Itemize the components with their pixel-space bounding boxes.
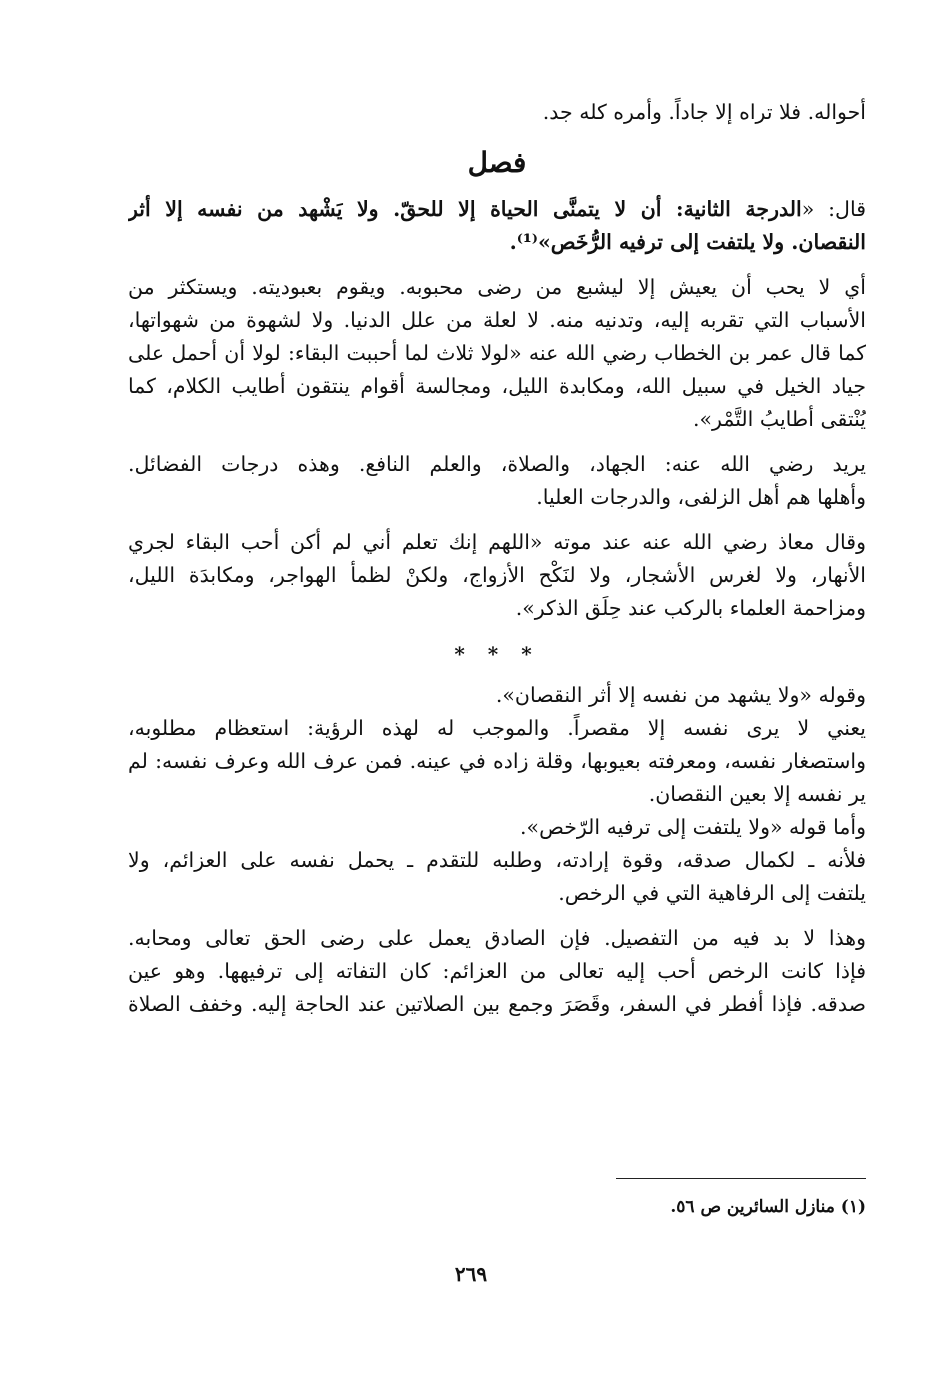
section-heading: فصل [467, 146, 527, 179]
paragraph-line: فإذا كانت الرخص أحب إليه تعالى من العزائم: كان التفاته إلى ترفيهها. وهو عين [128, 959, 866, 983]
paragraph-line: يلتفت إلى الرفاهية التي في الرخص. [558, 881, 866, 905]
paragraph-line: صدقه. فإذا أفطر في السفر، وقَصَرَ وجمع بين الصلاتين عند الحاجة إليه. وخفف الصلاة [128, 992, 866, 1016]
paragraph-1 [128, 271, 866, 436]
quote-line-1 [128, 193, 866, 226]
section-separator: * * * [454, 642, 540, 666]
paragraph-line: يعني لا يرى نفسه إلا مقصراً. والموجب له لهذه الرؤية: استعظام مطلوبه، [128, 716, 866, 740]
footnote: (١) منازل السائرين ص ٥٦. [670, 1197, 866, 1217]
paragraph-line: وأهلها هم أهل الزلفى، والدرجات العليا. [536, 485, 866, 509]
page-number: ٢٦٩ [454, 1262, 488, 1286]
quote-prefix: قال: « [801, 197, 866, 221]
quote-bold-1: الدرجة الثانية: أن لا يتمنَّى الحياة إلا للحقّ. ولا يَشْهد من نفسه إلا أثر [128, 197, 802, 221]
paragraph-line: واستصغار نفسه، ومعرفته بعيوبها، وقلة زاده في عينه. فمن عرف الله وعرف نفسه: لم [128, 749, 866, 773]
quote-line-2: النقصان. ولا يلتفت إلى ترفيه الرُّخَص»⁽¹⁾. [509, 230, 866, 254]
page-body [128, 96, 866, 1021]
paragraph-line: فلأنه ـ لكمال صدقه، وقوة إرادته، وطلبه للتقدم ـ يحمل نفسه على العزائم، ولا [128, 848, 866, 872]
paragraph-line: أي لا يحب أن يعيش إلا ليشبع من رضى محبوبه. ويقوم بعبوديته. ويستكثر من [128, 275, 866, 299]
paragraph-line: ير نفسه إلا بعين النقصان. [648, 782, 866, 806]
paragraph-line: وهذا لا بد فيه من التفصيل. فإن الصادق يعمل على رضى الحق تعالى ومحابه. [128, 926, 866, 950]
paragraph-final [128, 922, 866, 1021]
paragraph-line: يريد رضي الله عنه: الجهاد، والصلاة، والعلم النافع. وهذه درجات الفضائل. [128, 452, 866, 476]
paragraph-line: ومزاحمة العلماء بالركب عند حِلَق الذكر». [515, 596, 866, 620]
paragraph-line: الأسباب التي تقربه إليه، وتدنيه منه. لا لعلة من علل الدنيا. ولا لشهوة من شهواتها، [128, 308, 866, 332]
commentary-block [128, 679, 866, 910]
paragraph-line: وقال معاذ رضي الله عنه عند موته «اللهم إنك تعلم أني لم أكن أحب البقاء لجري [128, 530, 866, 554]
footnote-rule [616, 1178, 866, 1179]
paragraph-line: جياد الخيل في سبيل الله، ومكابدة الليل، ومجالسة أقوام ينتقون أطايب الكلام، كما [128, 374, 866, 398]
paragraph-line: وقوله «ولا يشهد من نفسه إلا أثر النقصان». [495, 683, 866, 707]
paragraph-line: يُنْتقى أطايبُ التَّمْر». [692, 407, 866, 431]
paragraph-line: الأنهار، ولا لغرس الأشجار، ولا لنَكْح الأزواج، ولكنْ لظمأ الهواجر، ومكابدَة الليل، [128, 563, 866, 587]
opening-line: أحواله. فلا تراه إلا جاداً. وأمره كله جد. [542, 100, 866, 124]
paragraph-line: كما قال عمر بن الخطاب رضي الله عنه «لولا ثلاث لما أحببت البقاء: لولا أن أحمل على [128, 341, 866, 365]
paragraph-3 [128, 526, 866, 625]
paragraph-line: وأما قوله «ولا يلتفت إلى ترفيه الرّخص». [520, 815, 866, 839]
paragraph-2 [128, 448, 866, 514]
